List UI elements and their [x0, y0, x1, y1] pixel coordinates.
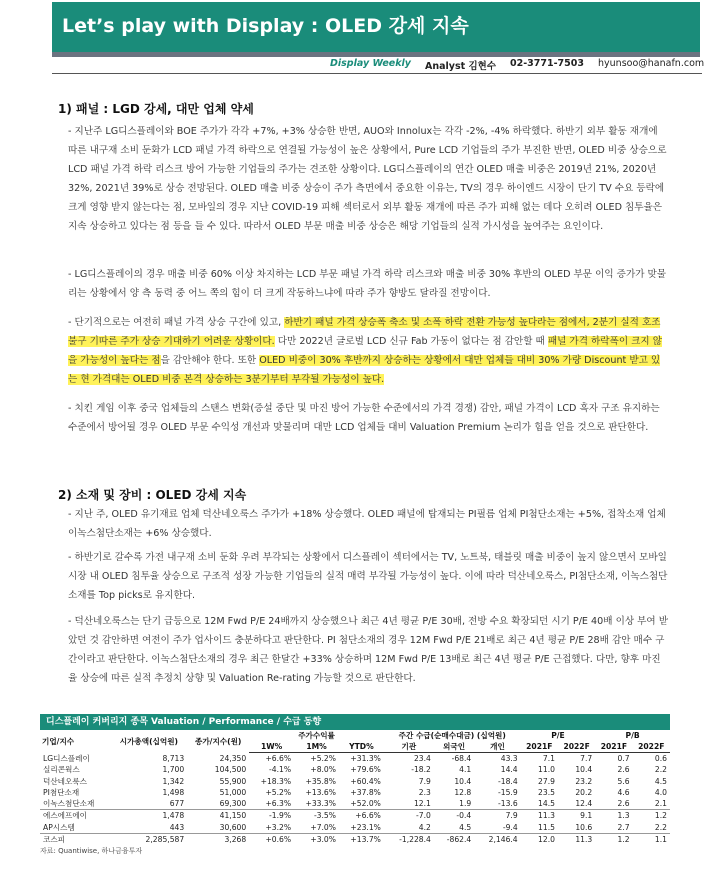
col-foreign: 외국인 — [434, 741, 474, 753]
table-cell: 7.7 — [580, 754, 593, 763]
table-cell: 7.9 — [474, 810, 520, 822]
table-cell: -18.2 — [411, 765, 431, 775]
header-banner — [52, 2, 700, 57]
table-row — [40, 776, 670, 787]
header-divider — [52, 73, 702, 74]
table-row — [40, 798, 670, 810]
table-cell: +18.3% — [260, 776, 292, 786]
col-group-flow: 주간 수급(순매수대금) (십억원) — [398, 731, 506, 740]
col-group-returns: 주가수익률 — [298, 731, 335, 740]
section2-paragraph-2: - 하반기로 갈수록 가전 내구재 소비 둔화 우려 부각되는 상황에서 디스플레이 섹터에서는 TV, 노트북, 태블릿 매출 비중이 높지 않으면서 모바일 시장 내 OLED 침투율 상승으로 구조적 성장 가능한 기업들의 실적 매력 부각될 가능성이 높다. 이에 따라 덕산네오룩스, PI첨단소재, 이녹스첨단소재를 Top picks로 유지한다. — [68, 552, 668, 601]
table-cell: 677 — [169, 799, 185, 809]
table-cell: 11.3 — [521, 810, 558, 822]
row-company-cell: LG디스플레이 — [43, 753, 90, 763]
table-cell: -1,228.4 — [384, 834, 434, 846]
table-cell: 2,146.4 — [474, 834, 520, 846]
section2-title: 2) 소재 및 장비 : OLED 강세 지속 — [58, 488, 247, 502]
table-cell: 8,713 — [162, 753, 185, 763]
table-cell: 23.2 — [575, 776, 593, 786]
table-cell: +3.0% — [294, 834, 339, 846]
table-cell: 12.4 — [575, 799, 593, 809]
table-cell: 0.7 — [617, 754, 630, 763]
table-cell: 24,350 — [219, 753, 247, 763]
table-cell: 1,700 — [162, 765, 185, 775]
table-cell: 1.1 — [633, 834, 670, 846]
table-cell: 23.4 — [413, 754, 431, 763]
row-company-cell: 에스에프에이 — [40, 810, 111, 822]
table-cell: +8.0% — [310, 765, 336, 775]
col-mktcap: 시가총액(십억원) — [119, 736, 179, 746]
table-body — [40, 753, 670, 846]
col-1m: 1M% — [294, 741, 339, 753]
section2-paragraph-1: - 지난 주, OLED 유기재료 업체 덕산네오룩스 주가가 +18% 상승했다. OLED 패널에 탑재되는 PI필름 업체 PI첨단소재는 +5%, 접착소재 업체 이녹스첨단소재는 +6% 상승했다. — [68, 509, 666, 539]
table-cell: 10.4 — [575, 765, 593, 775]
section1-paragraph-2: - LG디스플레이의 경우 매출 비중 60% 이상 차지하는 LCD 부문 패널 가격 하락 리스크와 매출 비중 30% 후반의 OLED 부문 이익 증가가 맞물리는 상황에서 양 측 동력 중 어느 쪽의 힘이 더 크게 작동하느냐에 따라 주가 향방도 달라질 전망이다. — [68, 269, 667, 299]
table-cell: 9.1 — [558, 810, 595, 822]
table-title: 디스플레이 커버리지 종목 Valuation / Performance / 수급 동향 — [40, 714, 670, 730]
table-cell: +23.1% — [350, 822, 381, 832]
table-cell: -9.4 — [502, 822, 518, 832]
table-cell: 2,285,587 — [111, 834, 188, 846]
table-cell: 14.5 — [538, 799, 555, 809]
coverage-table — [40, 730, 670, 845]
table-cell: 1.3 — [595, 810, 632, 822]
table-cell: 1,498 — [162, 787, 185, 797]
table-cell: 3,268 — [187, 834, 249, 846]
col-inst: 기관 — [384, 741, 434, 753]
table-cell: 4.5 — [654, 776, 667, 786]
table-cell: +6.6% — [265, 754, 292, 763]
table-cell: +60.4% — [350, 776, 381, 786]
table-cell: -862.4 — [434, 834, 474, 846]
report-title: Let’s play with Display : OLED 강세 지속 — [62, 15, 469, 37]
p3-text-a: - 단기적으로는 여전히 패널 가격 상승 구간에 있고, — [68, 317, 285, 328]
table-cell: 4.2 — [418, 822, 431, 832]
col-pb21: 2021F — [595, 741, 632, 753]
table-cell: 4.0 — [654, 787, 667, 797]
table-row — [40, 810, 670, 822]
table-cell: +5.2% — [310, 754, 336, 763]
analyst-email[interactable]: hyunsoo@hanafn.com — [598, 58, 705, 69]
table-cell: 41,150 — [187, 810, 249, 822]
table-cell: 51,000 — [219, 787, 247, 797]
table-cell: 7.9 — [418, 776, 431, 786]
table-cell: 2.7 — [617, 822, 630, 832]
table-cell: +13.6% — [305, 787, 336, 797]
col-group-pb: P/B — [625, 731, 640, 740]
table-cell: 2.2 — [654, 765, 667, 775]
table-cell: 5.6 — [617, 776, 630, 786]
table-cell: 443 — [169, 822, 185, 832]
table-cell: 11.3 — [558, 834, 595, 846]
table-cell: 2.6 — [617, 799, 630, 809]
col-pe22: 2022F — [558, 741, 595, 753]
table-row — [40, 764, 670, 775]
col-group-pe: P/E — [551, 731, 565, 740]
table-cell: 4.1 — [459, 765, 472, 775]
table-row — [40, 787, 670, 798]
row-company-cell: AP시스템 — [43, 822, 75, 832]
section2-paragraph-3: - 덕산네오룩스는 단기 급등으로 12M Fwd P/E 24배까지 상승했으나 최근 4년 평균 P/E 30배, 전방 수요 확장되던 시기 P/E 40배 이상 부여 받았던 것 감안하면 여전이 주가 업사이드 충분하다고 판단한다. PI 첨단소재의 경우 12M Fwd P/E 21배로 최근 4년 평균 P/E 28배 감안 매수 구간이라고 판단한다. 이녹스첨단소재의 경우 최근 한달간 +33% 상승하며 12M Fwd P/E 13배로 최근 4년 평균 P/E 근접했다. 다만, 향후 마진율 상승에 따른 실적 추정치 상향 및 Valuation Re-rating 가능할 것으로 판단한다. — [68, 616, 669, 684]
table-cell: -15.9 — [498, 787, 518, 797]
p3-text-c: 다만 2022년 글로벌 LCD 신규 Fab 가동이 없다는 점 감안할 때 — [274, 336, 548, 347]
section1-paragraph-3 — [68, 313, 668, 389]
analyst-name: Analyst 김현수 — [425, 61, 497, 72]
table-cell: +5.2% — [265, 787, 292, 797]
table-cell: +13.7% — [339, 834, 384, 846]
table-cell: +37.8% — [350, 787, 381, 797]
row-company-cell: 덕산네오룩스 — [43, 776, 88, 786]
table-cell: +6.3% — [265, 799, 292, 809]
table-cell: -13.6 — [498, 799, 518, 809]
table-cell: -7.0 — [384, 810, 434, 822]
table-cell: +31.3% — [350, 754, 381, 763]
p3-highlight-1: 하반기 패널 가격 상승폭 축소 및 소폭 하락 전환 가능성 높다라는 점에서, 2분기 실적 호조 불구 기따른 주가 상승 기대하기 어려운 상황이다. — [68, 317, 661, 347]
col-pb22: 2022F — [633, 741, 670, 753]
table-cell: +7.0% — [310, 822, 336, 832]
col-company: 기업/지수 — [42, 736, 75, 746]
table-cell: 43.3 — [500, 754, 518, 763]
col-ytd: YTD% — [339, 741, 384, 753]
p3-highlight-3: OLED 비중이 30% 후반까지 상승하는 상황에서 대만 업체들 대비 30% 가량 Discount 받고 있는 현 가격대는 OLED 비중 본격 상승하는 3분기부터 부각될 가능성이 높다. — [68, 355, 661, 385]
table-cell: +0.6% — [249, 834, 294, 846]
table-cell: -68.4 — [451, 754, 472, 763]
table-cell: 11.0 — [538, 765, 555, 775]
table-cell: 27.9 — [538, 776, 555, 786]
table-cell: 1.9 — [459, 799, 472, 809]
table-cell: +52.0% — [350, 799, 381, 809]
row-company-cell: 이녹스첨단소재 — [43, 799, 95, 809]
col-1w: 1W% — [249, 741, 294, 753]
table-cell: 55,900 — [219, 776, 247, 786]
p3-text-e: 을 감안해야 한다. 또한 — [160, 355, 260, 366]
table-cell: 2.1 — [654, 799, 667, 809]
table-cell: 2.2 — [654, 822, 667, 832]
table-cell: 1.2 — [633, 810, 670, 822]
table-cell: 4.6 — [617, 787, 630, 797]
table-cell: 2.3 — [418, 787, 431, 797]
p3-highlight-2: 패널 가격 하락폭이 크지 않을 가능성이 높다는 점 — [68, 336, 662, 366]
table-row — [40, 834, 670, 846]
table-cell: -18.4 — [498, 776, 518, 786]
report-name: Display Weekly — [330, 58, 411, 69]
table-cell: +33.3% — [305, 799, 336, 809]
table-cell: -0.4 — [434, 810, 474, 822]
table-cell: 104,500 — [214, 765, 247, 775]
section1-paragraph-4: - 치킨 게임 이후 중국 업체들의 스탠스 변화(증설 중단 및 마진 방어 가능한 수준에서의 가격 경쟁) 감안, 패널 가격이 LCD 흑자 구조 유지하는 수준에서 방어될 경우 OLED 부문 수익성 개선과 맞물리며 대만 LCD 업체들 대비 Valuation Premium 논리가 힘을 얻을 것으로 판단한다. — [68, 403, 660, 433]
table-cell: 1.2 — [595, 834, 632, 846]
section1-title: 1) 패널 : LGD 강세, 대만 업체 약세 — [58, 102, 254, 116]
table-cell: 23.5 — [538, 787, 555, 797]
table-cell: 1,478 — [111, 810, 188, 822]
table-cell: 1,342 — [162, 776, 185, 786]
table-row — [40, 822, 670, 834]
coverage-table-block — [40, 714, 670, 856]
table-cell: 12.1 — [413, 799, 431, 809]
table-cell: 0.6 — [654, 754, 667, 763]
col-price: 종가/지수(원) — [195, 736, 242, 746]
table-cell: 2.6 — [617, 765, 630, 775]
table-source: 자료: Quantiwise, 하나금융투자 — [40, 847, 143, 856]
table-cell: 12.8 — [454, 787, 472, 797]
table-row — [40, 753, 670, 765]
col-pe21: 2021F — [521, 741, 558, 753]
table-cell: +79.6% — [350, 765, 381, 775]
table-cell: 10.6 — [575, 822, 593, 832]
row-company-cell: PI첨단소재 — [43, 787, 80, 797]
table-cell: 7.1 — [542, 754, 555, 763]
report-meta — [330, 58, 705, 72]
table-cell: -1.9% — [249, 810, 294, 822]
table-cell: 12.0 — [521, 834, 558, 846]
table-cell: 30,600 — [219, 822, 247, 832]
table-cell: -4.1% — [269, 765, 292, 775]
table-cell: -3.5% — [294, 810, 339, 822]
table-cell: +35.8% — [305, 776, 336, 786]
table-cell: +6.6% — [339, 810, 384, 822]
table-cell: +3.2% — [265, 822, 292, 832]
table-cell: 69,300 — [219, 799, 247, 809]
table-cell: 14.4 — [500, 765, 518, 775]
analyst-phone: 02-3771-7503 — [510, 58, 585, 69]
row-company-cell: 실리콘웍스 — [43, 765, 80, 775]
section1-paragraph-1: - 지난주 LG디스플레이와 BOE 주가가 각각 +7%, +3% 상승한 반면, AUO와 Innolux는 각각 -2%, -4% 하락했다. 하반기 외부 활동 재개에 따른 내구재 소비 둔화가 LCD 패널 가격 하락으로 연결될 가능성이 높은 상황에서, Pure LCD 기업들의 주가 부진한 반면, OLED 비중 상승으로 LCD 패널 가격 하락 리스크 방어 가능한 기업들의 주가는 견조한 상황이다. LG디스플레이의 연간 OLED 매출 비중은 2019년 21%, 2020년 32%, 2021년 39%로 상승 전망된다. OLED 매출 비중 상승이 주가 측면에서 중요한 이유는, TV의 경우 하이엔드 시장이 단기 TV 수요 등락에 크게 영향 받지 않는다는 점, 모바일의 경우 지난 COVID-19 피해 섹터로서 외부 활동 재개에 따른 주가 피해 없는 데다 오히려 OLED 침투율은 지속 상승하고 있다는 점 등을 들 수 있다. 따라서 OLED 부문 매출 비중 상승은 해당 기업들의 실적 가시성을 높여주는 요인이다. — [68, 126, 667, 232]
table-cell: 10.4 — [454, 776, 472, 786]
table-cell: 4.5 — [459, 822, 472, 832]
col-indiv: 개인 — [474, 741, 520, 753]
table-cell: 20.2 — [575, 787, 593, 797]
table-cell: 11.5 — [538, 822, 555, 832]
row-company-cell: 코스피 — [40, 834, 111, 846]
